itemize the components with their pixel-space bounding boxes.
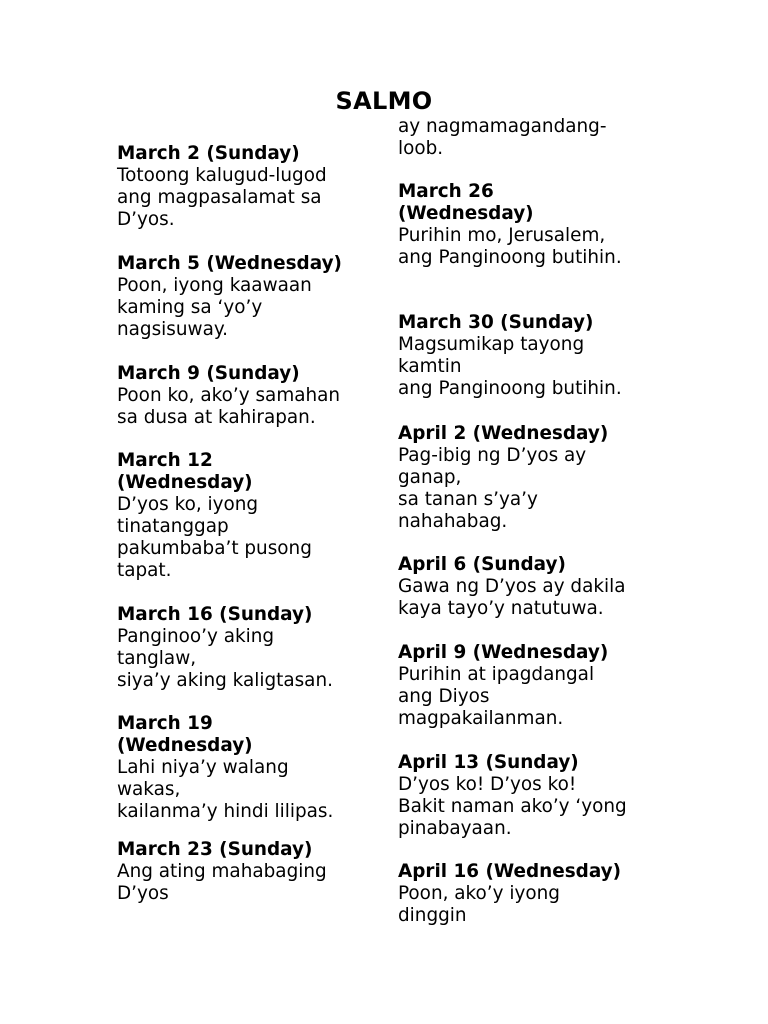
entry-date: April 2 (Wednesday)	[398, 423, 609, 444]
entry-text: Ang ating mahabaging D’yos	[117, 861, 327, 904]
entry-date: April 13 (Sunday)	[398, 752, 579, 773]
entry-date: April 9 (Wednesday)	[398, 642, 609, 663]
entry-date: March 9 (Sunday)	[117, 363, 300, 384]
page-title: SALMO	[335, 87, 433, 115]
entry-text: D’yos ko! D’yos ko! Bakit naman ako’y ‘yong pinabayaan.	[398, 774, 627, 839]
entry-date: March 2 (Sunday)	[117, 143, 300, 164]
entry-text: Poon, iyong kaawaan kaming sa ‘yo’y nagsisuway.	[117, 275, 312, 340]
entry-date: March 30 (Sunday)	[398, 312, 594, 333]
entry-date: March 5 (Wednesday)	[117, 253, 342, 274]
psalm-entry	[117, 143, 372, 231]
continued-text: ay nagmamagandang- loob.	[398, 116, 607, 159]
entry-text: Pag-ibig ng D’yos ay ganap, sa tanan s’ya’y nahahabag.	[398, 445, 587, 532]
entry-date: April 16 (Wednesday)	[398, 861, 622, 882]
psalm-entry	[398, 312, 660, 400]
entry-date: March 16 (Sunday)	[117, 604, 313, 625]
entry-text: Totoong kalugud-lugod ang magpasalamat sa D’yos.	[117, 165, 327, 230]
entry-text: Poon ko, ako’y samahan sa dusa at kahirapan.	[117, 385, 341, 428]
entry-text: Magsumikap tayong kamtin ang Panginoong butihin.	[398, 334, 622, 399]
entry-text: Panginoo’y aking tanglaw, siya’y aking kaligtasan.	[117, 626, 333, 691]
entry-date: March 12 (Wednesday)	[117, 450, 253, 493]
entry-date: April 6 (Sunday)	[398, 554, 566, 575]
entry-text: Lahi niya’y walang wakas, kailanma’y hindi lilipas.	[117, 757, 334, 822]
psalm-entry	[398, 181, 660, 269]
entry-text: Purihin at ipagdangal ang Diyos magpakailanman.	[398, 664, 595, 729]
psalm-entry	[117, 450, 372, 582]
entry-text: Poon, ako’y iyong dinggin	[398, 883, 560, 926]
psalm-entry	[117, 363, 372, 429]
entry-text: Purihin mo, Jerusalem, ang Panginoong butihin.	[398, 225, 622, 268]
psalm-entry	[117, 604, 372, 692]
entry-text: D’yos ko, iyong tinatanggap pakumbaba’t pusong tapat.	[117, 494, 312, 581]
psalm-entry	[117, 253, 372, 341]
entry-date: March 19 (Wednesday)	[117, 713, 253, 756]
psalm-entry	[398, 752, 660, 840]
entry-date: March 26 (Wednesday)	[398, 181, 534, 224]
entry-date: March 23 (Sunday)	[117, 839, 313, 860]
entry-text: Gawa ng D’yos ay dakila kaya tayo’y natutuwa.	[398, 576, 626, 619]
psalm-entry	[398, 554, 660, 620]
psalm-entry	[398, 642, 660, 730]
psalm-entry	[398, 423, 660, 533]
psalm-entry	[398, 861, 660, 927]
psalm-entry	[117, 839, 372, 905]
psalm-entry	[117, 713, 372, 823]
